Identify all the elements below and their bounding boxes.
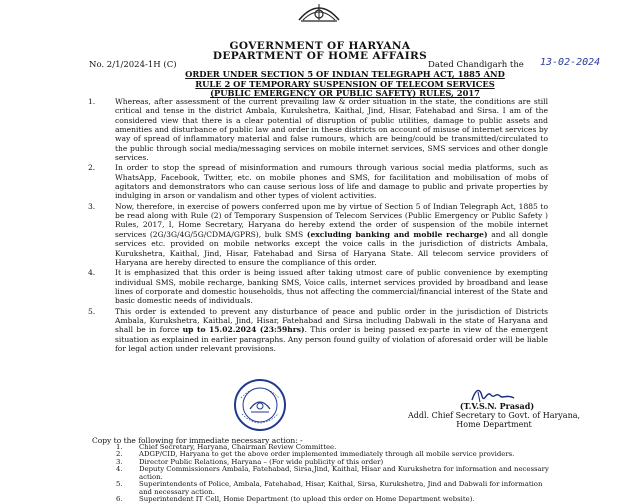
list-item-number: 2. [116, 450, 123, 459]
government-title: GOVERNMENT OF HARYANA [229, 40, 411, 52]
paragraph-bold-text: up to 15.02.2024 (23:59hrs) [182, 325, 305, 335]
reference-number: No. 2/1/2024-1H (C) [89, 60, 177, 70]
paragraph-number: 2. [88, 163, 96, 173]
list-item-text: ADGP/CID, Haryana to get the above order implemented immediately through all mobile service providers. [139, 450, 515, 459]
list-item [116, 466, 556, 481]
list-item-number: 1. [116, 443, 123, 451]
paragraph-text: This order is extended to prevent any disturbance of peace and public order in the jurisdiction of Districts Ambala, Kurukshetra, Kaithal, Jind, Hisar, Fatehabad and Sirsa including Dabwali in the state of Haryana and shall be in force [115, 306, 548, 335]
paragraph [88, 202, 548, 267]
list-item-text: Director Public Relations, Haryana – (For wide publicity of this order) [139, 457, 384, 466]
paragraph-text: In order to stop the spread of misinformation and rumours through various social media platforms, such as WhatsApp, Facebook, Twitter, etc. on mobile phones and SMS, for facilitation and mobilisation of mobs of agitators and demonstrators who can cause serious loss of life and damage to public and private properties by indulging in arson or vandalism and other types of violent activities. [115, 163, 548, 201]
department-title: DEPARTMENT OF HOME AFFAIRS [212, 50, 428, 62]
copy-to-heading: Copy to the following for immediate necessary action: - [92, 436, 303, 445]
paragraph-text: It is emphasized that this order is being issued after taking utmost care of public convenience by exempting individual SMS, mobile recharge, banking SMS, Voice calls, internet services provided by broadband and lease lines of corporate and domestic households, thus not affecting the commercial/financial interest of the State and basic domestic needs of individuals. [115, 268, 548, 306]
haryana-emblem-icon [297, 2, 341, 22]
list-item-text: Superintendent IT Cell, Home Department (to upload this order on Home Department website). [139, 495, 475, 504]
paragraph [88, 163, 548, 200]
order-title-line: (PUBLIC EMERGENCY OR PUBLIC SAFETY) RULES, 2017 [210, 88, 480, 99]
designation-line: Addl. Chief Secretary to Govt. of Haryana, [407, 411, 581, 420]
designation-line: Home Department [456, 420, 532, 430]
list-item-number: 3. [116, 457, 123, 466]
signatory-designation [352, 411, 636, 429]
list-item-text: Chief Secretary, Haryana, Chairman Review Committee. [139, 443, 337, 451]
dated-label: Dated Chandigarh the [428, 60, 524, 70]
order-title [165, 70, 525, 99]
official-seal-icon [233, 378, 287, 432]
copy-to-list [116, 444, 556, 504]
paragraph-number: 3. [88, 201, 96, 211]
list-item-number: 6. [116, 495, 123, 504]
paragraph-text: and all dongle services etc. provided on mobile networks except the voice calls in the jurisdiction of districts Ambala, Kurukshetra, Kaithal, Jind, Hisar, Fatehabad and Sirsa of Haryana State. All telecom service providers of Haryana are hereby directed to ensure the compliance of this order. [115, 229, 548, 267]
list-item-text: Superintendents of Police, Ambala, Fatehabad, Hisar, Kaithal, Sirsa, Kurukshetra, Jind and Dabwali for information and necessary action. [139, 480, 543, 496]
list-item [116, 481, 556, 496]
dated-value: 13-02-2024 [540, 57, 601, 68]
paragraph-text: . This order is being passed ex-parte in view of the emergent situation as explained in earlier paragraphs. Any person found guilty of violation of aforesaid order will be liable for legal action under relevant provisions. [115, 325, 549, 353]
paragraph [88, 307, 548, 354]
paragraph-number: 1. [88, 97, 96, 106]
order-title-line: RULE 2 OF TEMPORARY SUSPENSION OF TELECOM SERVICES [195, 78, 495, 89]
paragraph [88, 97, 548, 162]
list-item-text: Deputy Commissioners Ambala, Fatehabad, Sirsa,Jind, Kaithal, Hisar and Kurukshetra for information and necessary action. [139, 465, 549, 481]
paragraph-bold-text: (excluding banking and mobile recharge) [306, 229, 488, 239]
paragraph-text: Whereas, after assessment of the current prevailing law & order situation in the state, the conditions are still critical and tense in the district Ambala, Kurukshetra, Kaithal, Jind, Hisar, Fatehabad and Sirsa. I am of the considered view that there is a clear potential of disruption of public utilities, damage to public assets and amenities and disturbance of public law and order in these districts on account of misuse of internet services by way of spread of inflammatory material and false rumours, which are being/could be transmitted/circulated to the public through social media/messaging services on mobile internet services, SMS services and other dongle services. [115, 97, 548, 163]
order-title-line: ORDER UNDER SECTION 5 OF INDIAN TELEGRAPH ACT, 1885 AND [185, 69, 505, 79]
order-body [88, 97, 548, 354]
paragraph-number: 5. [88, 306, 96, 316]
list-item [116, 496, 556, 503]
signatory-name: (T.V.S.N. Prasad) [459, 401, 535, 411]
list-item-number: 5. [116, 480, 123, 489]
paragraph-text: Now, therefore, in exercise of powers conferred upon me by virtue of Section 5 of Indian Telegraph Act, 1885 to be read along with Rule (2) of Temporary Suspension of Telecom Services (Public Emergency or Public Safety ) Rules, 2017, I, Home Secretary, Haryana do hereby extend the order of suspension of the mobile internet services (2G/3G/4G/5G/CDMA/GPRS), bulk SMS [115, 201, 548, 239]
list-item-number: 4. [116, 465, 123, 474]
paragraph [88, 268, 548, 305]
paragraph-number: 4. [88, 268, 96, 278]
